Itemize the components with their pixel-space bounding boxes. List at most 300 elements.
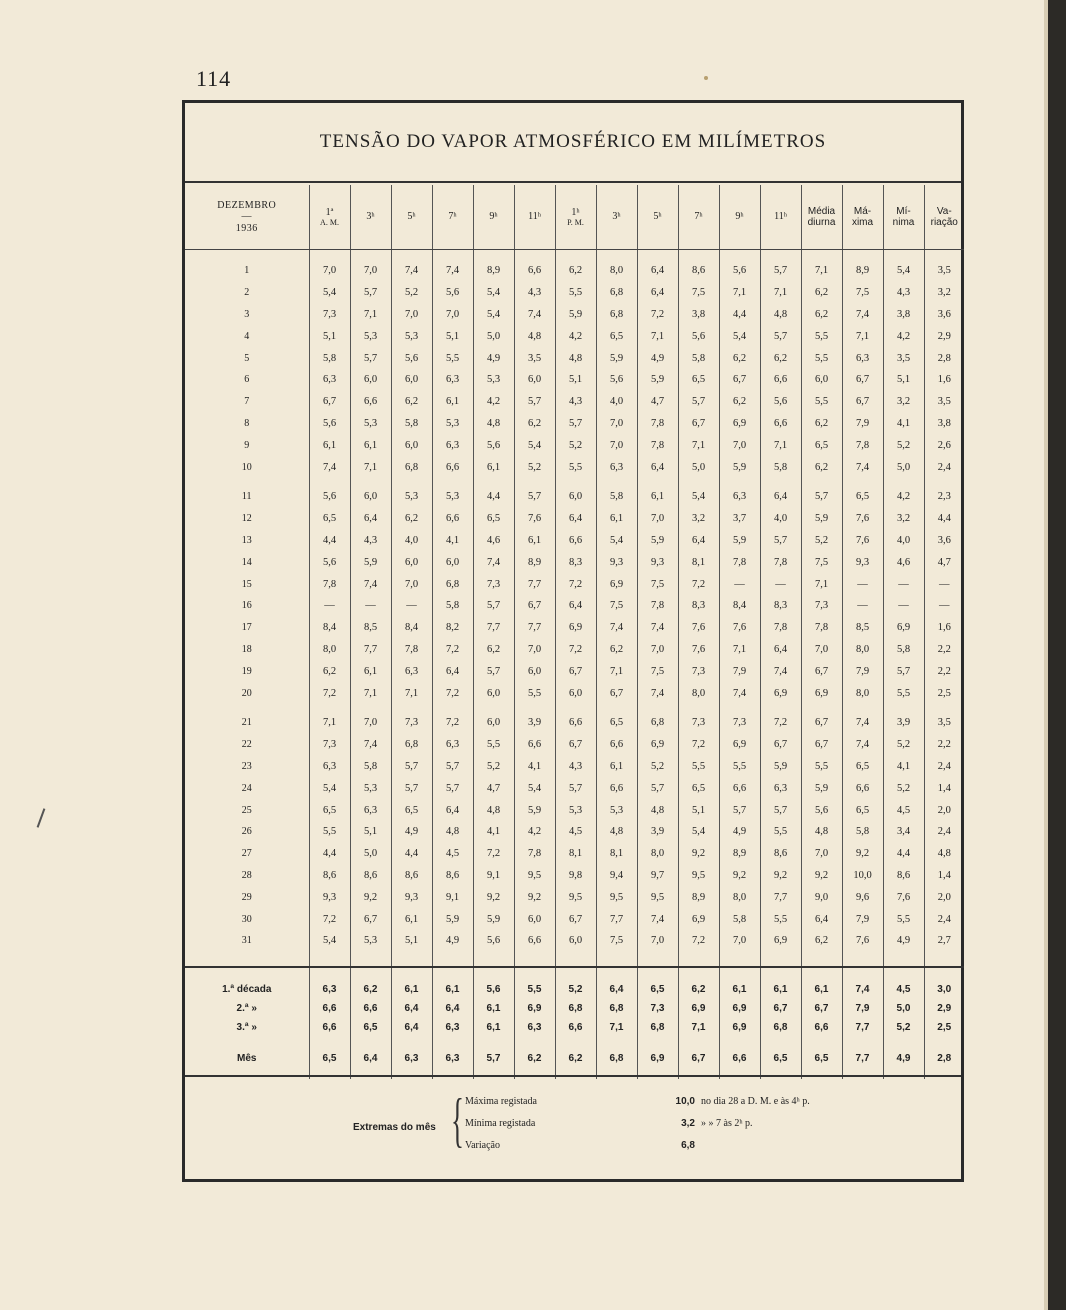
- table-cell: 6,1: [432, 980, 473, 999]
- table-cell: 9,3: [309, 886, 350, 908]
- table-cell: 6,6: [514, 260, 555, 282]
- table-cell: 7,8: [514, 843, 555, 865]
- table-cell: 2,8: [924, 1049, 964, 1069]
- table-cell: 6,5: [391, 799, 432, 821]
- table-cell: 5,7: [760, 530, 801, 552]
- table-cell: 7,8: [842, 434, 883, 456]
- table-cell: 1,6: [924, 617, 964, 639]
- table-cell: 1,6: [924, 369, 964, 391]
- table-cell: 6,0: [801, 369, 842, 391]
- header-month-name: DEZEMBRO: [217, 199, 277, 211]
- table-cell: 8,6: [309, 865, 350, 887]
- table-cell: 5,4: [309, 930, 350, 952]
- table-cell: —: [842, 573, 883, 595]
- header-col: 1ʰ P. M.: [555, 185, 596, 250]
- table-cell: 6,6: [760, 369, 801, 391]
- table-cell: 5,8: [760, 456, 801, 478]
- table-cell: 7,2: [432, 712, 473, 734]
- table-cell: 9,0: [801, 886, 842, 908]
- table-cell: 5,6: [309, 551, 350, 573]
- table-cell: 6,4: [555, 595, 596, 617]
- table-cell: 6,6: [555, 1018, 596, 1037]
- table-cell: 7,4: [309, 456, 350, 478]
- table-row: [185, 486, 964, 508]
- table-cell: 7,3: [391, 712, 432, 734]
- row-label: 21: [241, 717, 252, 729]
- table-row: [185, 843, 964, 865]
- header-col: 9ʰ: [719, 185, 760, 250]
- table-cell: 6,4: [391, 999, 432, 1018]
- row-label: 22: [241, 739, 252, 751]
- row-label: 7: [244, 396, 250, 408]
- minima-name: Mínima registada: [465, 1118, 536, 1129]
- table-cell: 5,9: [555, 304, 596, 326]
- table-cell: 6,4: [596, 980, 637, 999]
- page-edge-highlight: [1044, 0, 1048, 1310]
- table-cell: 6,3: [309, 980, 350, 999]
- table-cell: 2,9: [924, 999, 964, 1018]
- table-cell: 7,0: [350, 260, 391, 282]
- table-cell: 5,8: [309, 347, 350, 369]
- table-cell: 7,8: [760, 617, 801, 639]
- table-cell: 5,2: [555, 980, 596, 999]
- table-cell: 4,4: [719, 304, 760, 326]
- table-cell: 6,7: [801, 660, 842, 682]
- table-cell: 7,6: [719, 617, 760, 639]
- table-cell: 5,0: [678, 456, 719, 478]
- table-cell: 6,9: [801, 682, 842, 704]
- table-cell: 7,0: [432, 304, 473, 326]
- table-cell: 6,8: [391, 456, 432, 478]
- table-cell: 3,0: [924, 980, 964, 999]
- table-cell: 5,3: [432, 486, 473, 508]
- table-cell: 6,9: [719, 734, 760, 756]
- table-row: [185, 260, 964, 282]
- table-cell: 5,5: [883, 908, 924, 930]
- table-cell: 7,1: [596, 660, 637, 682]
- table-cell: 4,8: [760, 304, 801, 326]
- table-cell: 4,9: [719, 821, 760, 843]
- table-cell: 7,0: [309, 260, 350, 282]
- table-cell: 5,8: [883, 639, 924, 661]
- table-cell: 9,5: [678, 865, 719, 887]
- table-cell: 3,5: [514, 347, 555, 369]
- table-cell: 7,0: [801, 843, 842, 865]
- table-cell: 7,4: [391, 260, 432, 282]
- table-cell: 3,8: [678, 304, 719, 326]
- table-cell: 5,0: [473, 325, 514, 347]
- table-cell: 5,6: [309, 486, 350, 508]
- table-cell: 5,5: [719, 756, 760, 778]
- table-cell: 5,7: [883, 660, 924, 682]
- table-cell: 7,6: [678, 639, 719, 661]
- table-cell: 9,2: [719, 865, 760, 887]
- table-row: [185, 530, 964, 552]
- table-cell: 5,2: [514, 456, 555, 478]
- table-cell: 6,5: [596, 325, 637, 347]
- table-cell: 6,0: [555, 930, 596, 952]
- table-cell: 7,0: [391, 304, 432, 326]
- table-cell: 8,0: [842, 639, 883, 661]
- table-cell: 5,5: [555, 282, 596, 304]
- table-cell: 5,4: [678, 486, 719, 508]
- table-cell: 6,8: [391, 734, 432, 756]
- table-cell: 6,2: [719, 391, 760, 413]
- table-row: [185, 908, 964, 930]
- table-cell: 7,5: [637, 660, 678, 682]
- table-row: [185, 282, 964, 304]
- month-row: [185, 1049, 964, 1069]
- table-cell: 7,4: [350, 734, 391, 756]
- table-cell: 6,5: [637, 980, 678, 999]
- table-cell: 6,0: [432, 551, 473, 573]
- table-cell: 5,4: [514, 434, 555, 456]
- paper-spot: [704, 76, 708, 80]
- table-cell: 7,1: [350, 456, 391, 478]
- table-cell: 5,6: [596, 369, 637, 391]
- table-cell: 7,0: [637, 508, 678, 530]
- table-cell: 6,4: [432, 799, 473, 821]
- table-cell: 7,1: [760, 282, 801, 304]
- table-cell: 5,4: [514, 777, 555, 799]
- table-cell: 1,4: [924, 865, 964, 887]
- row-label: Mês: [237, 1053, 257, 1065]
- table-row: [185, 508, 964, 530]
- table-cell: 6,6: [432, 508, 473, 530]
- table-cell: 5,9: [596, 347, 637, 369]
- table-cell: 5,4: [309, 777, 350, 799]
- table-cell: 7,9: [842, 660, 883, 682]
- table-cell: 6,7: [842, 369, 883, 391]
- table-cell: 6,3: [432, 434, 473, 456]
- table-cell: 5,6: [432, 282, 473, 304]
- row-label: 8: [244, 417, 250, 429]
- table-row: [185, 682, 964, 704]
- summary-row: [185, 980, 964, 999]
- table-cell: —: [924, 595, 964, 617]
- table-cell: 7,4: [350, 573, 391, 595]
- table-cell: 5,2: [883, 777, 924, 799]
- table-cell: 5,6: [391, 347, 432, 369]
- table-cell: 6,9: [719, 999, 760, 1018]
- table-cell: 5,8: [842, 821, 883, 843]
- table-cell: 7,7: [350, 639, 391, 661]
- row-label: 1.ª década: [222, 983, 272, 995]
- table-cell: 3,6: [924, 530, 964, 552]
- table-cell: 6,6: [432, 456, 473, 478]
- table-cell: 2,8: [924, 347, 964, 369]
- table-cell: 7,7: [842, 1049, 883, 1069]
- table-cell: 3,9: [637, 821, 678, 843]
- table-cell: 6,5: [801, 1049, 842, 1069]
- table-cell: 3,9: [514, 712, 555, 734]
- table-cell: 2,4: [924, 908, 964, 930]
- table-cell: 4,2: [883, 486, 924, 508]
- table-cell: 5,3: [432, 413, 473, 435]
- table-cell: 5,4: [473, 304, 514, 326]
- table-cell: 5,9: [801, 777, 842, 799]
- table-cell: 9,7: [637, 865, 678, 887]
- table-cell: 6,1: [473, 1018, 514, 1037]
- table-cell: 7,8: [637, 434, 678, 456]
- table-cell: 7,1: [760, 434, 801, 456]
- table-cell: 6,1: [350, 434, 391, 456]
- table-cell: 2,4: [924, 456, 964, 478]
- table-cell: 7,7: [473, 617, 514, 639]
- table-cell: 7,4: [637, 682, 678, 704]
- header-row: [185, 185, 964, 250]
- table-row: [185, 930, 964, 952]
- table-cell: 6,0: [514, 660, 555, 682]
- table-cell: 8,0: [719, 886, 760, 908]
- table-cell: 6,1: [719, 980, 760, 999]
- table-cell: 5,5: [678, 756, 719, 778]
- row-label: 23: [241, 760, 252, 772]
- spacer-row: [185, 952, 964, 967]
- table-cell: 9,1: [432, 886, 473, 908]
- table-cell: 8,6: [432, 865, 473, 887]
- table-cell: 9,3: [596, 551, 637, 573]
- header-variacao: Va- riação: [924, 185, 964, 250]
- table-cell: 6,2: [514, 413, 555, 435]
- summary-row: [185, 999, 964, 1018]
- table-cell: 6,7: [309, 391, 350, 413]
- table-row: [185, 369, 964, 391]
- table-cell: 6,6: [309, 999, 350, 1018]
- table-cell: 6,2: [596, 639, 637, 661]
- table-cell: 6,0: [555, 682, 596, 704]
- table-cell: 6,8: [637, 1018, 678, 1037]
- table-cell: 7,1: [719, 639, 760, 661]
- table-cell: 3,9: [883, 712, 924, 734]
- table-cell: 4,8: [473, 413, 514, 435]
- minima-desc: » » 7 às 2ʰ p.: [701, 1118, 753, 1129]
- table-cell: 6,4: [801, 908, 842, 930]
- maxima-value: 10,0: [675, 1096, 695, 1107]
- table-cell: 5,2: [801, 530, 842, 552]
- table-cell: 6,0: [391, 551, 432, 573]
- table-cell: 7,4: [719, 682, 760, 704]
- table-cell: 6,9: [678, 908, 719, 930]
- table-cell: 2,0: [924, 799, 964, 821]
- table-cell: 5,2: [473, 756, 514, 778]
- table-cell: 6,3: [432, 1018, 473, 1037]
- table-cell: 7,1: [801, 573, 842, 595]
- table-cell: 6,7: [801, 734, 842, 756]
- table-cell: 8,0: [309, 639, 350, 661]
- table-cell: 7,0: [801, 639, 842, 661]
- row-label: 30: [241, 913, 252, 925]
- table-cell: 5,7: [637, 777, 678, 799]
- table-cell: 7,4: [637, 908, 678, 930]
- table-cell: 3,6: [924, 304, 964, 326]
- table-cell: 5,9: [350, 551, 391, 573]
- table-cell: 6,3: [842, 347, 883, 369]
- table-cell: 6,3: [760, 777, 801, 799]
- table-cell: 8,4: [309, 617, 350, 639]
- table-cell: 7,8: [719, 551, 760, 573]
- table-cell: 8,5: [350, 617, 391, 639]
- row-label: 2: [244, 287, 250, 299]
- table-cell: 8,3: [760, 595, 801, 617]
- table-cell: 7,6: [514, 508, 555, 530]
- table-cell: 7,5: [842, 282, 883, 304]
- table-cell: 7,8: [309, 573, 350, 595]
- table-cell: 4,8: [514, 325, 555, 347]
- table-cell: 4,9: [391, 821, 432, 843]
- table-cell: 6,9: [678, 999, 719, 1018]
- table-cell: 5,1: [883, 369, 924, 391]
- table-cell: 6,8: [432, 573, 473, 595]
- table-cell: 2,9: [924, 325, 964, 347]
- table-cell: 4,9: [473, 347, 514, 369]
- table-cell: 5,7: [432, 756, 473, 778]
- table-cell: 5,6: [719, 260, 760, 282]
- table-cell: 7,6: [842, 930, 883, 952]
- table-cell: 5,8: [350, 756, 391, 778]
- table-cell: 5,0: [350, 843, 391, 865]
- table-cell: —: [924, 573, 964, 595]
- page-number: 114: [196, 66, 232, 91]
- table-cell: 4,5: [883, 980, 924, 999]
- table-cell: 7,0: [719, 930, 760, 952]
- table-cell: 9,2: [514, 886, 555, 908]
- table-cell: 4,9: [883, 930, 924, 952]
- table-cell: 7,7: [514, 617, 555, 639]
- table-cell: 7,3: [309, 734, 350, 756]
- table-cell: 8,9: [473, 260, 514, 282]
- table-cell: 7,5: [637, 573, 678, 595]
- table-cell: 7,8: [801, 617, 842, 639]
- table-cell: 7,3: [637, 999, 678, 1018]
- table-cell: 7,1: [350, 682, 391, 704]
- row-label: 4: [244, 330, 250, 342]
- variacao-value: 6,8: [681, 1140, 695, 1151]
- table-row: [185, 821, 964, 843]
- table-cell: 5,4: [719, 325, 760, 347]
- table-cell: 7,8: [760, 551, 801, 573]
- spacer-row: [185, 478, 964, 486]
- table-cell: 9,5: [596, 886, 637, 908]
- table-cell: 4,4: [924, 508, 964, 530]
- table-cell: 6,6: [596, 734, 637, 756]
- table-cell: 2,6: [924, 434, 964, 456]
- table-cell: 5,3: [473, 369, 514, 391]
- table-cell: 6,2: [555, 1049, 596, 1069]
- table-cell: 7,0: [719, 434, 760, 456]
- table-cell: 5,2: [883, 734, 924, 756]
- table-cell: 7,2: [555, 573, 596, 595]
- table-cell: 2,5: [924, 1018, 964, 1037]
- table-cell: 6,3: [719, 486, 760, 508]
- header-year: 1936: [235, 222, 258, 234]
- table-cell: 6,5: [350, 1018, 391, 1037]
- table-cell: 7,1: [596, 1018, 637, 1037]
- table-cell: 5,2: [555, 434, 596, 456]
- table-cell: 5,6: [678, 325, 719, 347]
- table-cell: 6,3: [432, 1049, 473, 1069]
- table-cell: 6,3: [514, 1018, 555, 1037]
- table-cell: 3,2: [678, 508, 719, 530]
- table-cell: 6,3: [391, 1049, 432, 1069]
- table-cell: 5,8: [678, 347, 719, 369]
- table-cell: 7,3: [678, 660, 719, 682]
- table-cell: 5,1: [432, 325, 473, 347]
- table-row: [185, 434, 964, 456]
- table-cell: 6,7: [760, 734, 801, 756]
- table-cell: 6,9: [637, 734, 678, 756]
- table-cell: 5,7: [473, 660, 514, 682]
- table-cell: 7,1: [678, 434, 719, 456]
- table-cell: 4,1: [432, 530, 473, 552]
- table-cell: 7,6: [678, 617, 719, 639]
- row-label: 5: [244, 352, 250, 364]
- table-cell: 7,6: [842, 508, 883, 530]
- table-cell: 4,8: [924, 843, 964, 865]
- table-cell: 6,4: [637, 456, 678, 478]
- row-label: 20: [241, 687, 252, 699]
- table-cell: 5,5: [801, 347, 842, 369]
- table-cell: 5,5: [801, 391, 842, 413]
- table-cell: 6,9: [555, 617, 596, 639]
- table-cell: 6,8: [596, 999, 637, 1018]
- table-cell: 4,1: [473, 821, 514, 843]
- table-cell: 7,9: [842, 999, 883, 1018]
- table-cell: 6,3: [309, 756, 350, 778]
- table-row: [185, 617, 964, 639]
- table-row: [185, 413, 964, 435]
- table-cell: 4,0: [883, 530, 924, 552]
- row-label: 17: [241, 622, 252, 634]
- table-cell: 5,9: [432, 908, 473, 930]
- table-cell: 7,0: [596, 434, 637, 456]
- table-cell: 4,1: [514, 756, 555, 778]
- header-col: 1ª A. M.: [309, 185, 350, 250]
- table-cell: 6,4: [432, 999, 473, 1018]
- table-cell: 7,2: [432, 639, 473, 661]
- table-cell: —: [309, 595, 350, 617]
- table-cell: 6,0: [391, 434, 432, 456]
- table-row: [185, 456, 964, 478]
- table-cell: —: [719, 573, 760, 595]
- table-cell: 5,6: [473, 930, 514, 952]
- table-row: [185, 734, 964, 756]
- table-row: [185, 712, 964, 734]
- table-cell: 7,5: [596, 595, 637, 617]
- table-cell: 6,7: [555, 660, 596, 682]
- table-cell: 5,4: [678, 821, 719, 843]
- spacer-row: [185, 967, 964, 980]
- table-cell: 6,8: [555, 999, 596, 1018]
- table-cell: 4,1: [883, 756, 924, 778]
- table-cell: 7,5: [596, 930, 637, 952]
- table-cell: 6,1: [473, 999, 514, 1018]
- table-cell: 9,2: [801, 865, 842, 887]
- table-cell: 6,0: [555, 486, 596, 508]
- table-cell: 4,8: [637, 799, 678, 821]
- table-cell: 7,4: [514, 304, 555, 326]
- table-cell: 9,5: [637, 886, 678, 908]
- table-cell: 4,5: [883, 799, 924, 821]
- header-col: 5ʰ: [391, 185, 432, 250]
- table-cell: 5,5: [883, 682, 924, 704]
- table-cell: 7,1: [391, 682, 432, 704]
- table-cell: 6,6: [719, 1049, 760, 1069]
- minima-value: 3,2: [681, 1118, 695, 1129]
- table-cell: 6,9: [760, 930, 801, 952]
- maxima-desc: no dia 28 a D. M. e às 4ʰ p.: [701, 1096, 810, 1107]
- paper-mark: [37, 808, 46, 827]
